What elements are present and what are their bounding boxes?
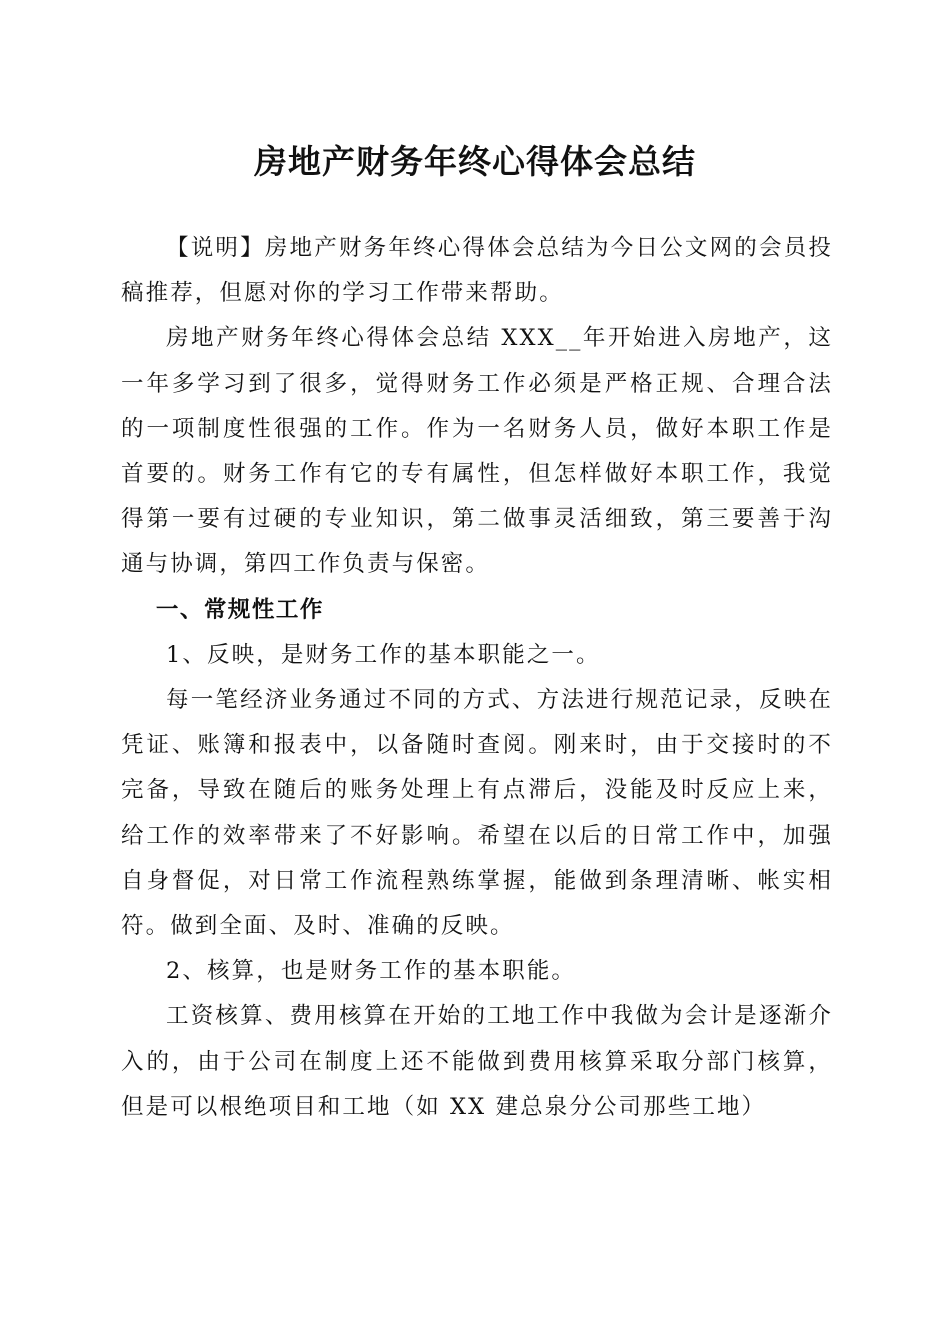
item-1-body: 每一笔经济业务通过不同的方式、方法进行规范记录，反映在凭证、账簿和报表中，以备随时查阅。刚来时，由于交接时的不完备，导致在随后的账务处理上有点滞后，没能及时反应上来，给工作的效率带来了不好影响。希望在以后的日常工作中，加强自身督促，对日常工作流程熟练掌握，能做到条理清晰、帐实相符。做到全面、及时、准确的反映。 xyxy=(121,687,833,940)
item-1-title: 1、反映，是财务工作的基本职能之一。 xyxy=(166,641,601,668)
document-body xyxy=(121,226,833,1130)
document-title: 房地产财务年终心得体会总结 xyxy=(254,142,696,181)
intro-paragraph: 【说明】房地产财务年终心得体会总结为今日公文网的会员投稿推荐，但愿对你的学习工作带来帮助。 xyxy=(121,235,833,307)
overview-paragraph: 房地产财务年终心得体会总结 XXX__年开始进入房地产，这一年多学习到了很多，觉得财务工作必须是严格正规、合理合法的一项制度性很强的工作。作为一名财务人员，做好本职工作是首要的。财务工作有它的专有属性，但怎样做好本职工作，我觉得第一要有过硬的专业知识，第二做事灵活细致，第三要善于沟通与协调，第四工作负责与保密。 xyxy=(121,325,833,578)
section-heading: 一、常规性工作 xyxy=(155,596,324,623)
item-2-body: 工资核算、费用核算在开始的工地工作中我做为会计是逐渐介入的，由于公司在制度上还不能做到费用核算采取分部门核算，但是可以根绝项目和工地（如 XX 建总泉分公司那些工地） xyxy=(121,1003,833,1120)
item-2-title: 2、核算，也是财务工作的基本职能。 xyxy=(166,958,577,985)
